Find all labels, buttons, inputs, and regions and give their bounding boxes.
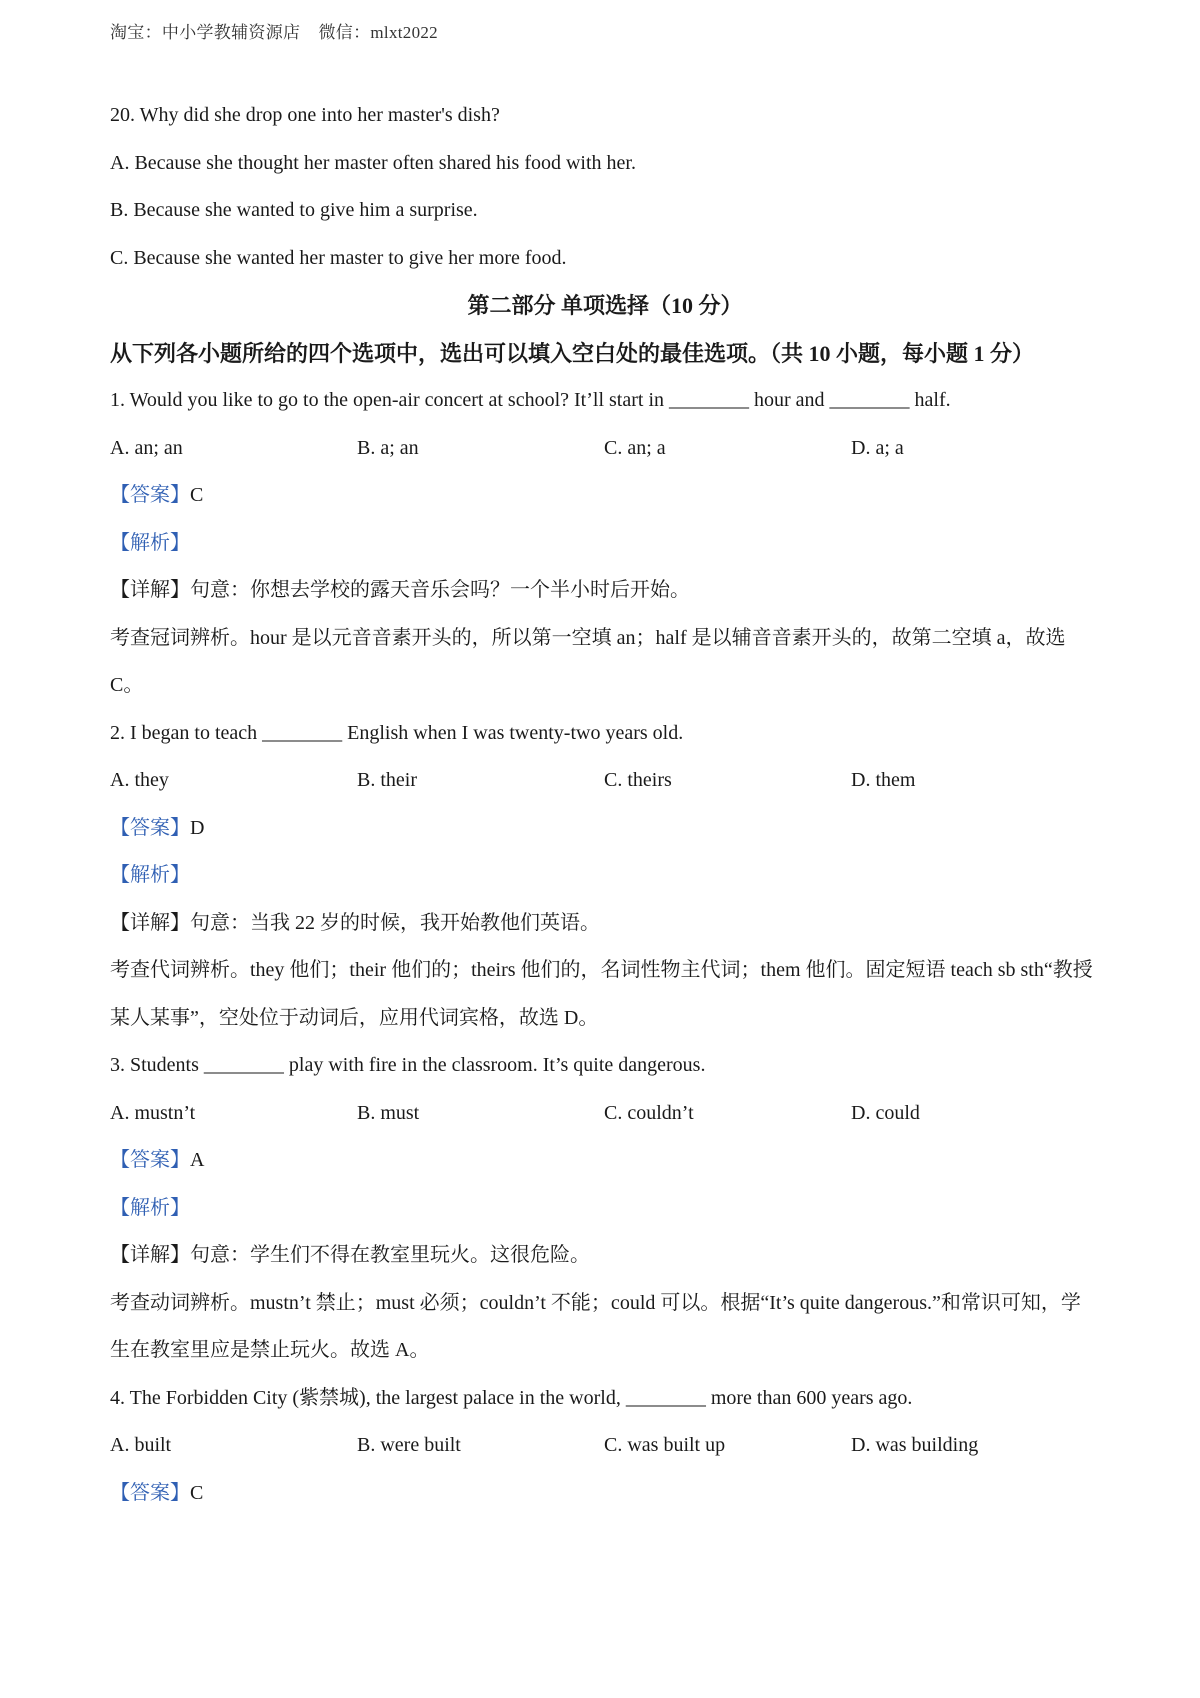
document-body	[110, 92, 1100, 1517]
question-block	[110, 710, 1100, 1043]
explanation-text: 考查冠词辨析。hour 是以元音音素开头的，所以第一空填 an；half 是以辅音音素开头的，故第二空填 a，故选 C。	[110, 626, 1066, 696]
option-a: A. they	[110, 769, 169, 791]
detail-text: 句意：你想去学校的露天音乐会吗？一个半小时后开始。	[190, 579, 690, 601]
explanation-text: 考查代词辨析。they 他们；their 他们的；theirs 他们的，名词性物主代词；them 他们。固定短语 teach sb sth“教授某人某事”，空处位于动词后，应用代词宾格，故选 D。	[110, 959, 1093, 1029]
option-b: B. a; an	[357, 436, 419, 459]
option-row	[110, 1422, 1100, 1470]
option-line: A. Because she thought her master often shared his food with her.	[110, 151, 636, 174]
question-block	[110, 377, 1100, 710]
option-row	[110, 757, 1100, 805]
answer-line	[110, 1137, 1100, 1185]
detail-tag: 【详解】	[110, 1244, 190, 1266]
question-block	[110, 1042, 1100, 1375]
option-line: C. Because she wanted her master to give her more food.	[110, 246, 567, 269]
option-a: A. mustn’t	[110, 1101, 196, 1124]
answer-tag: 【答案】	[110, 1149, 190, 1171]
question-stem: 2. I began to teach ________ English when I was twenty-two years old.	[110, 721, 684, 744]
question-stem: 3. Students ________ play with fire in the classroom. It’s quite dangerous.	[110, 1054, 706, 1076]
page-header: 淘宝：中小学教辅资源店 微信：mlxt2022	[110, 23, 438, 42]
option-row	[110, 425, 1100, 473]
answer-tag: 【答案】	[110, 484, 190, 506]
option-row	[110, 1090, 1100, 1138]
answer-line	[110, 805, 1100, 853]
section-instruction: 从下列各小题所给的四个选项中，选出可以填入空白处的最佳选项。（共 10 小题，每小题 1 分）	[110, 340, 1035, 366]
detail-tag: 【详解】	[110, 911, 190, 934]
option-b: B. must	[357, 1101, 420, 1124]
analysis-line	[110, 520, 1100, 568]
option-c: C. was built up	[604, 1434, 726, 1456]
option-c: C. an; a	[604, 436, 666, 459]
analysis-line	[110, 1185, 1100, 1233]
analysis-line	[110, 852, 1100, 900]
option-line: B. Because she wanted to give him a surprise.	[110, 199, 478, 221]
option-d: D. could	[851, 1101, 920, 1124]
detail-line	[110, 900, 1100, 948]
analysis-tag: 【解析】	[110, 1196, 190, 1219]
question-block	[110, 1375, 1100, 1518]
answer-value: C	[190, 1481, 204, 1504]
detail-text: 句意：学生们不得在教室里玩火。这很危险。	[190, 1244, 590, 1266]
option-d: D. them	[851, 769, 916, 791]
option-a: A. built	[110, 1434, 172, 1456]
answer-value: A	[190, 1149, 205, 1171]
answer-value: C	[190, 484, 204, 506]
detail-line	[110, 567, 1100, 615]
option-c: C. couldn’t	[604, 1101, 694, 1124]
answer-value: D	[190, 816, 205, 839]
answer-tag: 【答案】	[110, 816, 190, 839]
prev-question	[110, 92, 1100, 282]
analysis-tag: 【解析】	[110, 864, 190, 886]
answer-line	[110, 1470, 1100, 1518]
option-a: A. an; an	[110, 436, 183, 459]
detail-tag: 【详解】	[110, 579, 190, 601]
explanation-text: 考查动词辨析。mustn’t 禁止；must 必须；couldn’t 不能；could 可以。根据“It’s quite dangerous.”和常识可知，学生在教室里应是禁止玩火。故选 A。	[110, 1291, 1081, 1361]
option-d: D. was building	[851, 1434, 979, 1456]
answer-tag: 【答案】	[110, 1481, 190, 1504]
option-b: B. were built	[357, 1434, 461, 1456]
section-title: 第二部分 单项选择（10 分）	[467, 293, 743, 318]
answer-line	[110, 472, 1100, 520]
option-d: D. a; a	[851, 436, 904, 459]
question-stem: 1. Would you like to go to the open-air concert at school? It’ll start in ________ hour and ________ half.	[110, 389, 951, 411]
option-b: B. their	[357, 769, 417, 791]
detail-text: 句意：当我 22 岁的时候，我开始教他们英语。	[190, 911, 600, 934]
question-stem: 20. Why did she drop one into her master's dish?	[110, 104, 500, 126]
question-stem: 4. The Forbidden City (紫禁城), the largest palace in the world, ________ more than 600 years ago.	[110, 1386, 913, 1409]
analysis-tag: 【解析】	[110, 531, 190, 554]
option-c: C. theirs	[604, 769, 672, 791]
detail-line	[110, 1232, 1100, 1280]
